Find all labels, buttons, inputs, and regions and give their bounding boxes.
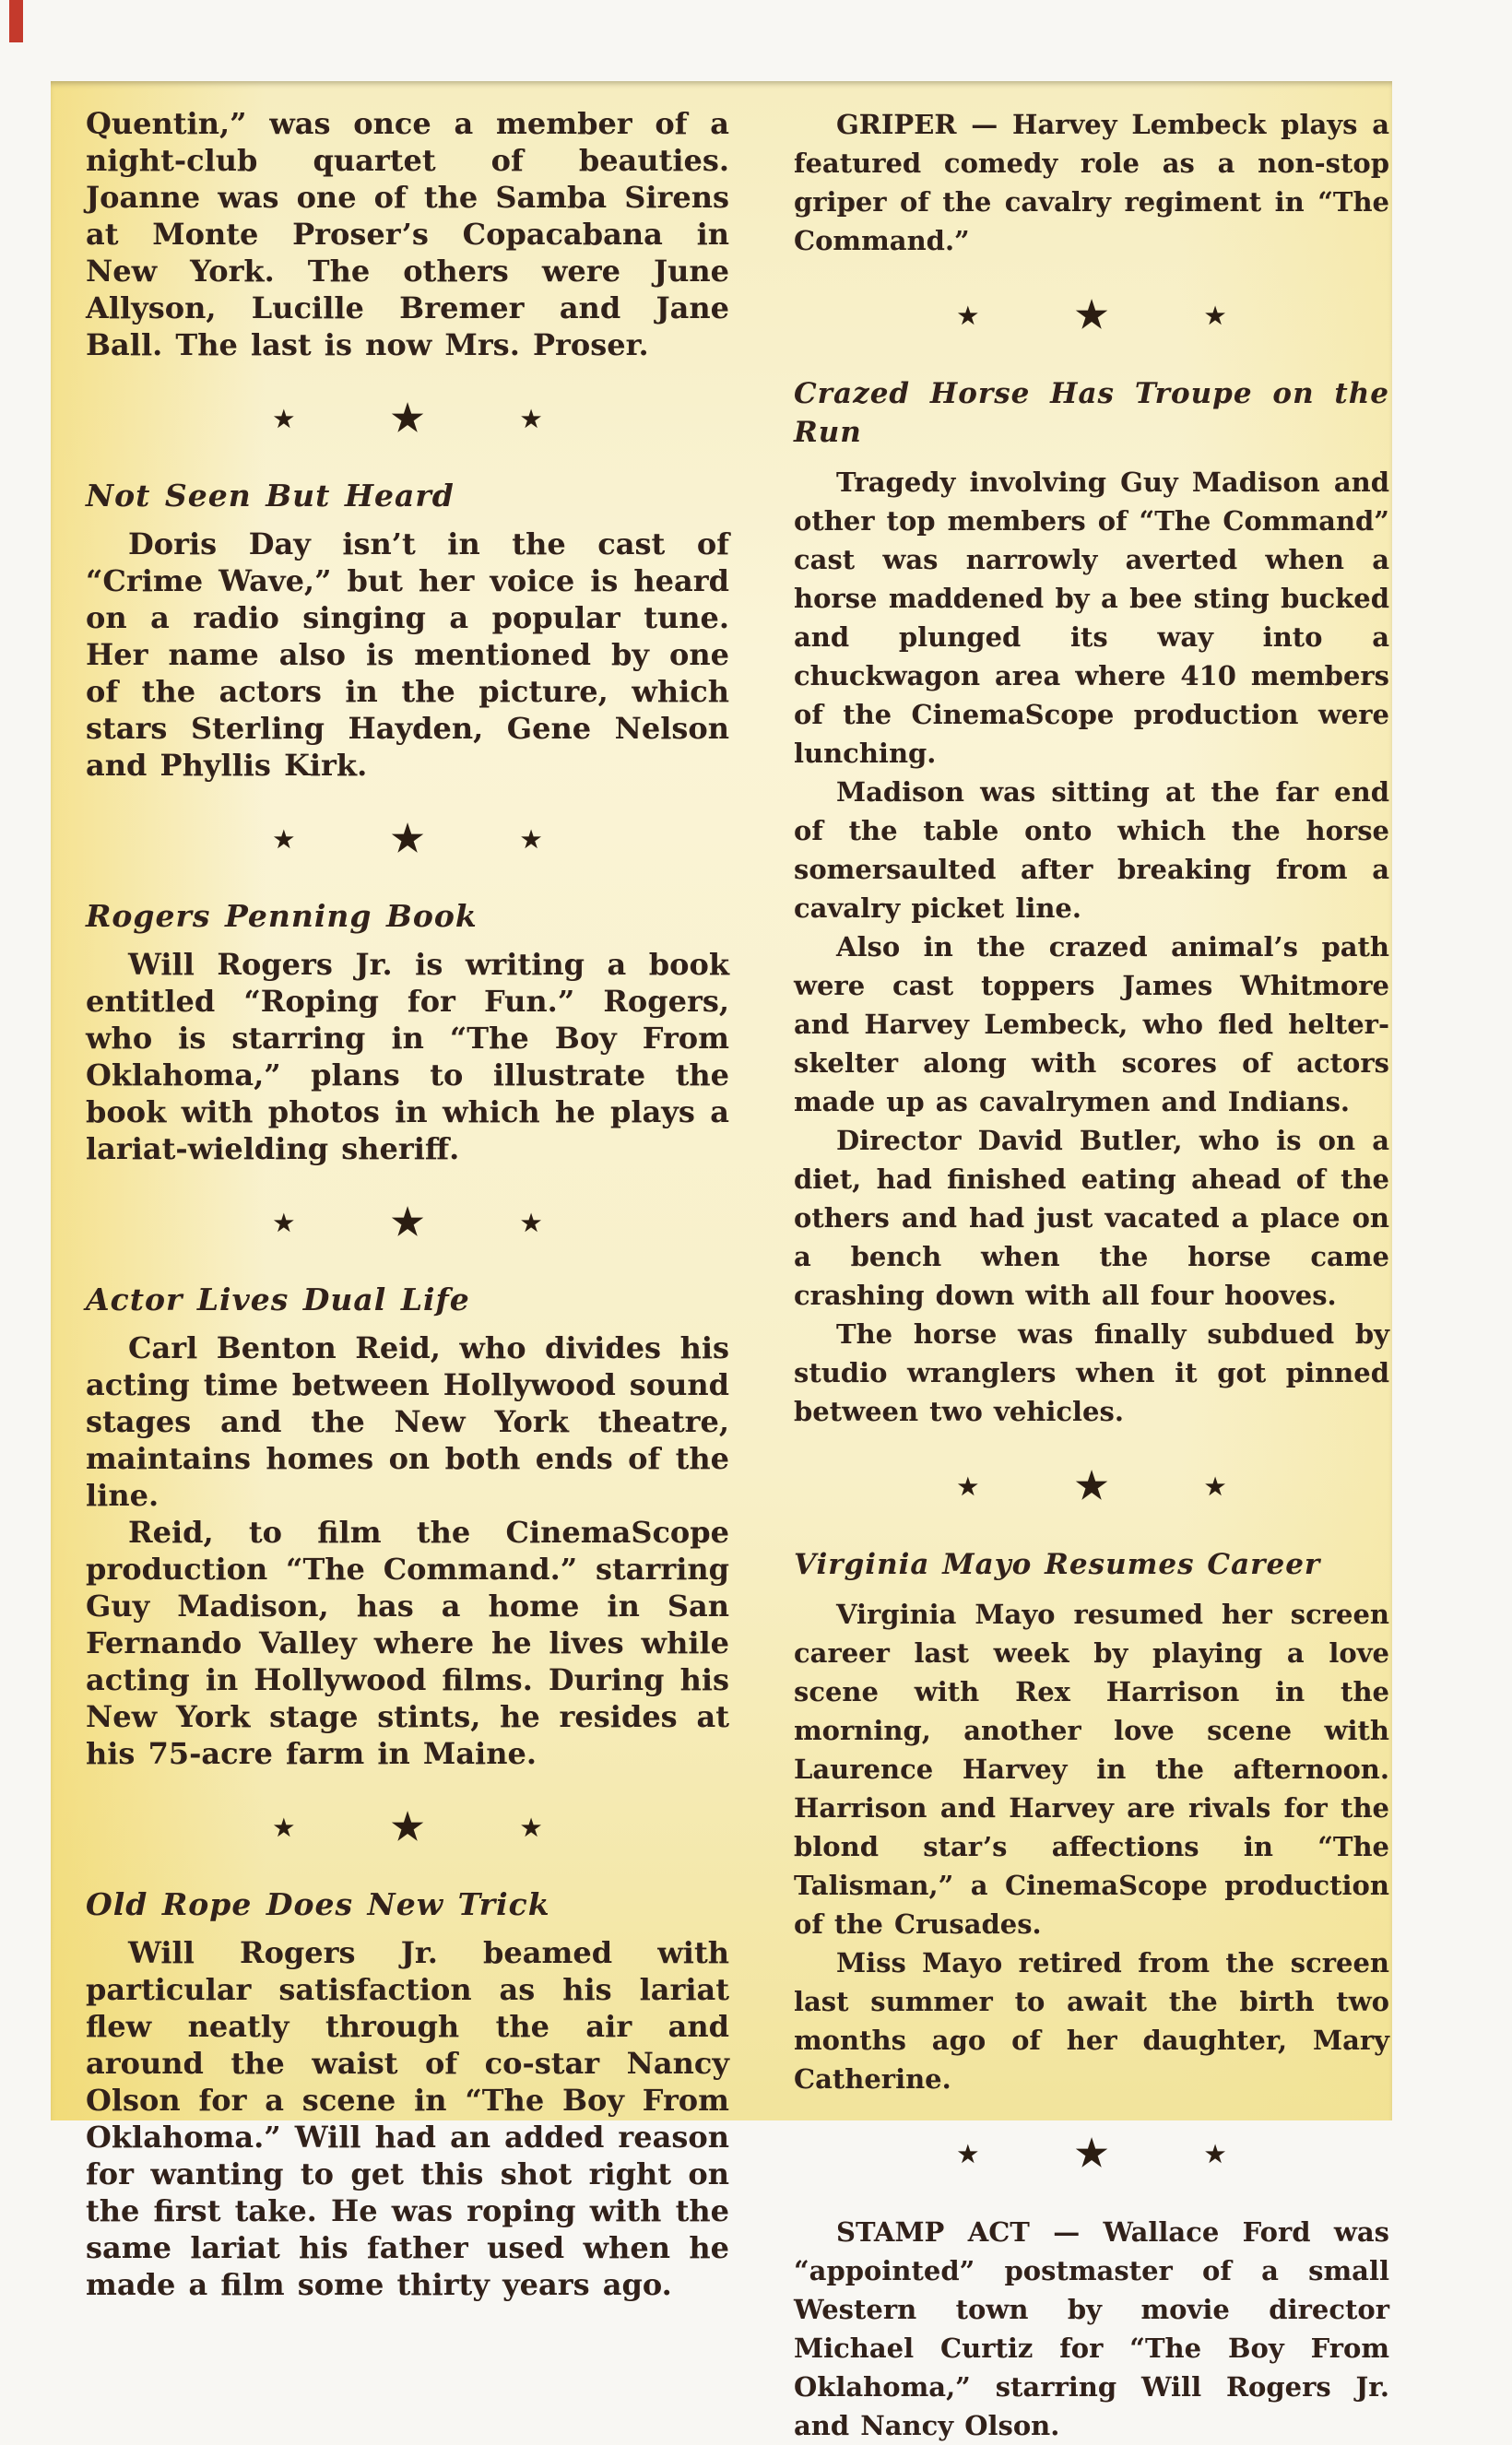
- magazine-page: [51, 81, 1392, 2441]
- star-separator: [86, 1202, 729, 1243]
- star-icon: ★: [1075, 1464, 1108, 1507]
- star-separator: [794, 295, 1389, 336]
- section-heading: Crazed Horse Has Troupe on the Run: [794, 377, 1389, 449]
- paragraph: Quentin,” was once a member of a night-club quartet of beauties. Joanne was one of the Samba Sirens at Monte Proser’s Copacabana in New York. The others were June Allyson, Lucille Bremer and Jane Ball. The last is now Mrs. Proser.: [86, 106, 729, 362]
- star-icon: ★: [1204, 301, 1226, 329]
- paragraph: Will Rogers Jr. beamed with particular satisfaction as his lariat flew neatly through the air and around the waist of co-star Nancy Olson for a scene in “The Boy From Oklahoma.” Will had an added reason for wanting to get this shot right on the first take. He was roping with the same lariat his father used when he made a film some thirty years ago.: [86, 1935, 729, 2302]
- star-icon: ★: [1204, 2140, 1226, 2167]
- star-icon: ★: [391, 1805, 424, 1849]
- star-icon: ★: [1075, 293, 1108, 337]
- paragraph: Miss Mayo retired from the screen last summer to await the birth two months ago of her daughter, Mary Catherine.: [794, 1947, 1389, 2095]
- paragraph: Director David Butler, who is on a diet, had finished eating ahead of the others and had just vacated a place on a bench when the horse came crashing down with all four hooves.: [794, 1125, 1389, 1311]
- star-icon: ★: [520, 1209, 542, 1236]
- star-icon: ★: [520, 1813, 542, 1841]
- paragraph: Will Rogers Jr. is writing a book entitled “Roping for Fun.” Rogers, who is starring in “The Boy From Oklahoma,” plans to illustrate the book with photos in which he plays a lariat-wielding sheriff.: [86, 947, 729, 1166]
- star-icon: ★: [391, 1200, 424, 1244]
- star-icon: ★: [1075, 2132, 1108, 2175]
- star-separator: [86, 819, 729, 859]
- star-icon: ★: [391, 396, 424, 440]
- paragraph: Reid, to film the CinemaScope production “The Command.” starring Guy Madison, has a home in San Fernando Valley where he lives while acting in Hollywood films. During his New York stage stints, he resides at his 75-acre farm in Maine.: [86, 1515, 729, 1771]
- star-icon: ★: [520, 405, 542, 432]
- section-heading: Virginia Mayo Resumes Career: [794, 1548, 1321, 1581]
- star-icon: ★: [1204, 1472, 1226, 1500]
- section-heading: Old Rope Does New Trick: [86, 1886, 550, 1922]
- star-icon: ★: [273, 405, 295, 432]
- star-icon: ★: [520, 825, 542, 853]
- paragraph: Virginia Mayo resumed her screen career last week by playing a love scene with Rex Harrison in the morning, another love scene with Laurence Harvey in the afternoon. Harrison and Harvey are rivals for the blond star’s affections in “The Talisman,” a CinemaScope production of the Crusades.: [794, 1599, 1389, 1940]
- paragraph: Also in the crazed animal’s path were cast toppers James Whitmore and Harvey Lembeck, who fled helter-skelter along with scores of actors made up as cavalrymen and Indians.: [794, 931, 1389, 1117]
- star-icon: ★: [957, 301, 979, 329]
- star-separator: [794, 1466, 1389, 1506]
- section-heading: Rogers Penning Book: [86, 898, 478, 934]
- star-icon: ★: [957, 2140, 979, 2167]
- star-icon: ★: [391, 817, 424, 860]
- right-column: [794, 105, 1389, 2441]
- red-edge-mark: [9, 0, 23, 42]
- paragraph: Madison was sitting at the far end of the table onto which the horse somersaulted after breaking from a cavalry picket line.: [794, 776, 1389, 924]
- star-separator: [794, 2133, 1389, 2174]
- paragraph: STAMP ACT — Wallace Ford was “appointed” postmaster of a small Western town by movie director Michael Curtiz for “The Boy From Oklahoma,” starring Will Rogers Jr. and Nancy Olson.: [794, 2216, 1389, 2441]
- paragraph: Tragedy involving Guy Madison and other top members of “The Command” cast was narrowly averted when a horse maddened by a bee sting bucked and plunged its way into a chuckwagon area where 410 members of the CinemaScope production were lunching.: [794, 467, 1389, 769]
- star-icon: ★: [957, 1472, 979, 1500]
- paragraph: The horse was finally subdued by studio wranglers when it got pinned between two vehicles.: [794, 1318, 1389, 1427]
- paragraph: Doris Day isn’t in the cast of “Crime Wave,” but her voice is heard on a radio singing a popular tune. Her name also is mentioned by one of the actors in the picture, which stars Sterling Hayden, Gene Nelson and Phyllis Kirk.: [86, 526, 729, 783]
- star-separator: [86, 398, 729, 439]
- star-separator: [86, 1807, 729, 1848]
- star-icon: ★: [273, 1209, 295, 1236]
- section-heading: Actor Lives Dual Life: [86, 1282, 470, 1317]
- star-icon: ★: [273, 1813, 295, 1841]
- paragraph: Carl Benton Reid, who divides his acting time between Hollywood sound stages and the New York theatre, maintains homes on both ends of the line.: [86, 1330, 729, 1513]
- left-column: [86, 105, 729, 2302]
- paragraph: GRIPER — Harvey Lembeck plays a featured comedy role as a non-stop griper of the cavalry regiment in “The Command.”: [794, 109, 1389, 256]
- section-heading: Not Seen But Heard: [86, 478, 455, 514]
- star-icon: ★: [273, 825, 295, 853]
